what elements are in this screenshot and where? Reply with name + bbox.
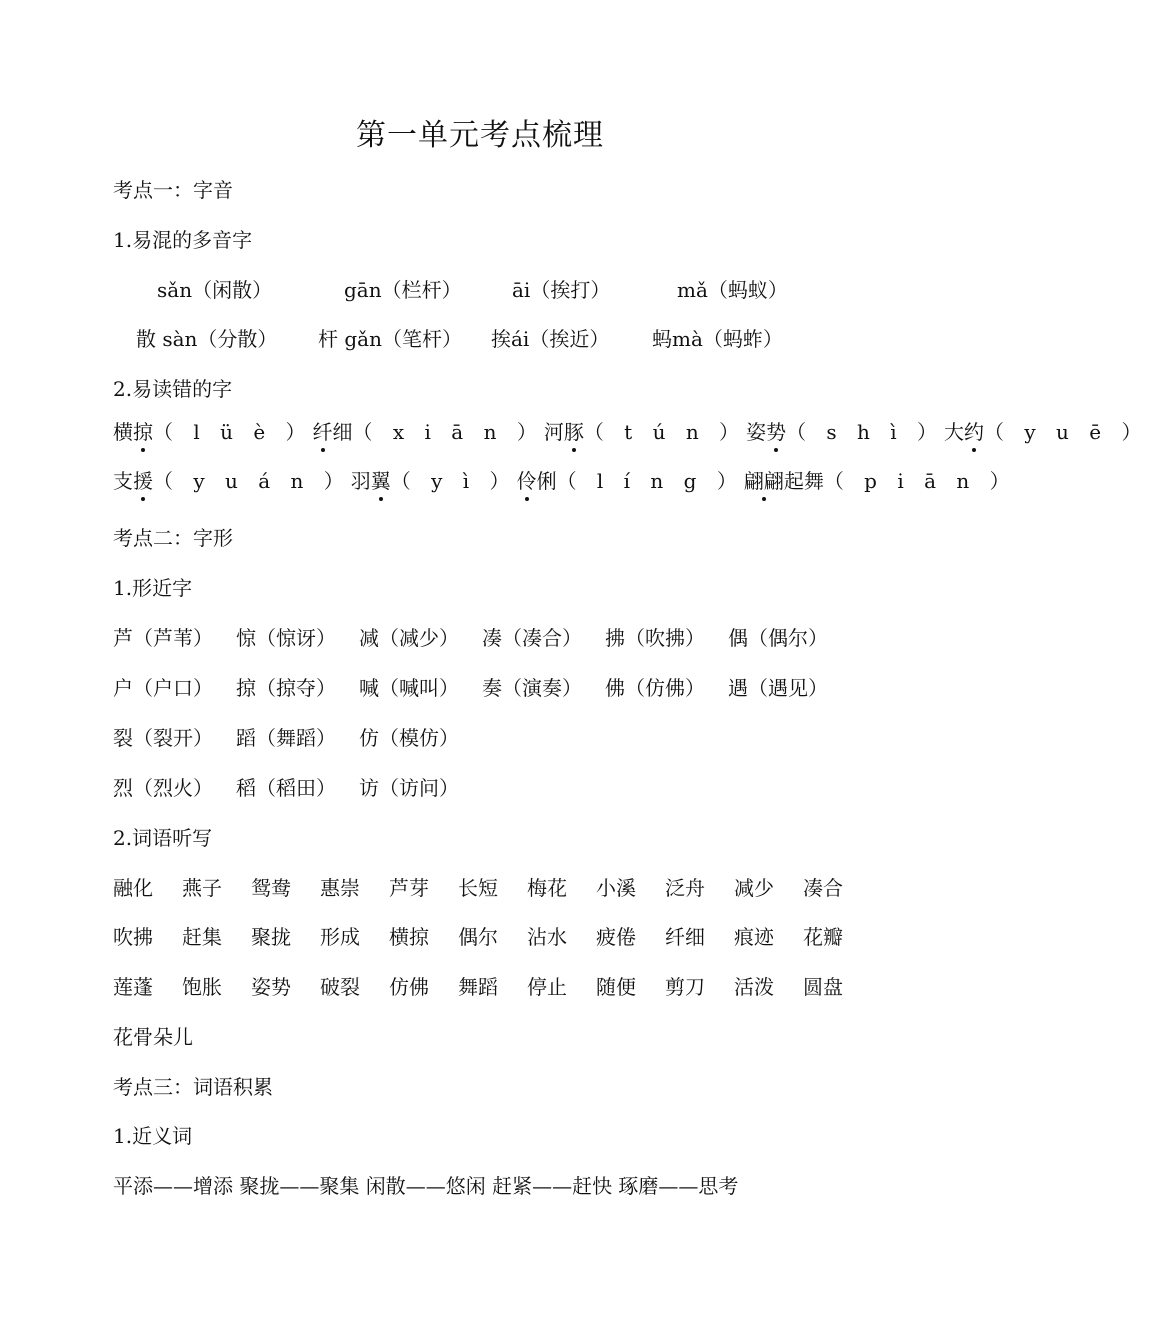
similar-char-item: 烈（烈火） bbox=[113, 776, 213, 800]
similar-char-item: 访（访问） bbox=[359, 776, 459, 800]
similar-char-item: 芦（芦苇） bbox=[113, 626, 213, 650]
similar-char-item: 偶（偶尔） bbox=[728, 626, 828, 650]
similar-char-item: 仿（模仿） bbox=[359, 726, 459, 750]
dictation-word: 聚拢 bbox=[251, 925, 291, 949]
section-1-heading: 考点一：字音 bbox=[113, 178, 233, 202]
dictation-word: 惠崇 bbox=[320, 876, 360, 900]
dictation-word: 饱胀 bbox=[182, 975, 222, 999]
section-2-heading: 考点二：字形 bbox=[113, 526, 233, 550]
similar-char-item: 减（减少） bbox=[359, 626, 459, 650]
dictation-word: 形成 bbox=[320, 925, 360, 949]
misread-row-1 bbox=[113, 416, 1149, 445]
similar-char-row-3 bbox=[113, 722, 482, 751]
dictation-word: 仿佛 bbox=[389, 975, 429, 999]
dictation-word: 赶集 bbox=[182, 925, 222, 949]
similar-char-item: 佛（仿佛） bbox=[605, 676, 705, 700]
misread-item: 支援（ y u á n ） bbox=[113, 469, 351, 493]
similar-char-row-4 bbox=[113, 772, 482, 801]
dictation-word: 凑合 bbox=[803, 876, 843, 900]
dictation-word: 沾水 bbox=[527, 925, 567, 949]
polyphone-item: 散 sàn（分散） bbox=[136, 327, 278, 351]
similar-char-item: 喊（喊叫） bbox=[359, 676, 459, 700]
dictation-word: 燕子 bbox=[182, 876, 222, 900]
dictation-word: 剪刀 bbox=[665, 975, 705, 999]
dictation-word: 泛舟 bbox=[665, 876, 705, 900]
polyphone-item: 蚂mà（蚂蚱） bbox=[652, 327, 783, 351]
dictation-row-4: 花骨朵儿 bbox=[113, 1025, 193, 1049]
misread-item: 羽翼（ y ì ） bbox=[351, 469, 517, 493]
dictation-word: 破裂 bbox=[320, 975, 360, 999]
polyphone-item: gān（栏杆） bbox=[344, 278, 462, 302]
dictation-word: 圆盘 bbox=[803, 975, 843, 999]
dictation-word: 莲蓬 bbox=[113, 975, 153, 999]
misread-item: 河豚（ t ú n ） bbox=[544, 420, 746, 444]
similar-char-item: 蹈（舞蹈） bbox=[236, 726, 336, 750]
dictation-word: 痕迹 bbox=[734, 925, 774, 949]
dictation-word: 减少 bbox=[734, 876, 774, 900]
section-1-sub-2: 2.易读错的字 bbox=[113, 377, 233, 401]
similar-char-item: 凑（凑合） bbox=[482, 626, 582, 650]
dictation-word: 小溪 bbox=[596, 876, 636, 900]
dictation-word: 融化 bbox=[113, 876, 153, 900]
dictation-word: 鸳鸯 bbox=[251, 876, 291, 900]
polyphone-item: sǎn（闲散） bbox=[157, 278, 273, 302]
section-3-heading: 考点三：词语积累 bbox=[113, 1075, 273, 1099]
section-2-sub-2: 2.词语听写 bbox=[113, 826, 213, 850]
dictation-word: 花瓣 bbox=[803, 925, 843, 949]
dictation-word: 活泼 bbox=[734, 975, 774, 999]
similar-char-item: 惊（惊讶） bbox=[236, 626, 336, 650]
misread-item: 伶俐（ l í n g ） bbox=[517, 469, 744, 493]
dictation-word: 长短 bbox=[458, 876, 498, 900]
misread-item: 横掠（ l ü è ） bbox=[113, 420, 313, 444]
polyphone-item: 杆 gǎn（笔杆） bbox=[318, 327, 462, 351]
section-2-sub-1: 1.形近字 bbox=[113, 576, 193, 600]
misread-item: 姿势（ s h ì ） bbox=[746, 420, 944, 444]
similar-char-item: 稻（稻田） bbox=[236, 776, 336, 800]
dictation-row-3 bbox=[113, 971, 843, 1000]
section-3-sub-1: 1.近义词 bbox=[113, 1124, 193, 1148]
dictation-word: 停止 bbox=[527, 975, 567, 999]
section-1-sub-1: 1.易混的多音字 bbox=[113, 228, 253, 252]
similar-char-item: 奏（演奏） bbox=[482, 676, 582, 700]
similar-char-item: 裂（裂开） bbox=[113, 726, 213, 750]
dictation-row-2 bbox=[113, 921, 843, 950]
dictation-word: 芦芽 bbox=[389, 876, 429, 900]
synonym-row: 平添——增添 聚拢——聚集 闲散——悠闲 赶紧——赶快 琢磨——思考 bbox=[113, 1174, 739, 1198]
misread-item: 翩翩起舞（ p i ā n ） bbox=[744, 469, 1017, 493]
similar-char-row-2 bbox=[113, 672, 851, 701]
page-title: 第一单元考点梳理 bbox=[356, 118, 604, 153]
similar-char-item: 拂（吹拂） bbox=[605, 626, 705, 650]
dictation-row-1 bbox=[113, 872, 843, 901]
dictation-word: 舞蹈 bbox=[458, 975, 498, 999]
dictation-word: 随便 bbox=[596, 975, 636, 999]
misread-item: 纤细（ x i ā n ） bbox=[313, 420, 544, 444]
misread-item: 大约（ y u ē ） bbox=[944, 420, 1148, 444]
dictation-word: 疲倦 bbox=[596, 925, 636, 949]
polyphone-item: mǎ（蚂蚁） bbox=[677, 278, 788, 302]
dictation-word: 偶尔 bbox=[458, 925, 498, 949]
similar-char-row-1 bbox=[113, 622, 851, 651]
dictation-word: 横掠 bbox=[389, 925, 429, 949]
misread-row-2 bbox=[113, 465, 1017, 494]
dictation-word: 姿势 bbox=[251, 975, 291, 999]
polyphone-item: āi（挨打） bbox=[512, 278, 611, 302]
dictation-word: 纤细 bbox=[665, 925, 705, 949]
dictation-word: 梅花 bbox=[527, 876, 567, 900]
similar-char-item: 户（户口） bbox=[113, 676, 213, 700]
similar-char-item: 掠（掠夺） bbox=[236, 676, 336, 700]
dictation-word: 吹拂 bbox=[113, 925, 153, 949]
polyphone-item: 挨ái（挨近） bbox=[491, 327, 610, 351]
similar-char-item: 遇（遇见） bbox=[728, 676, 828, 700]
